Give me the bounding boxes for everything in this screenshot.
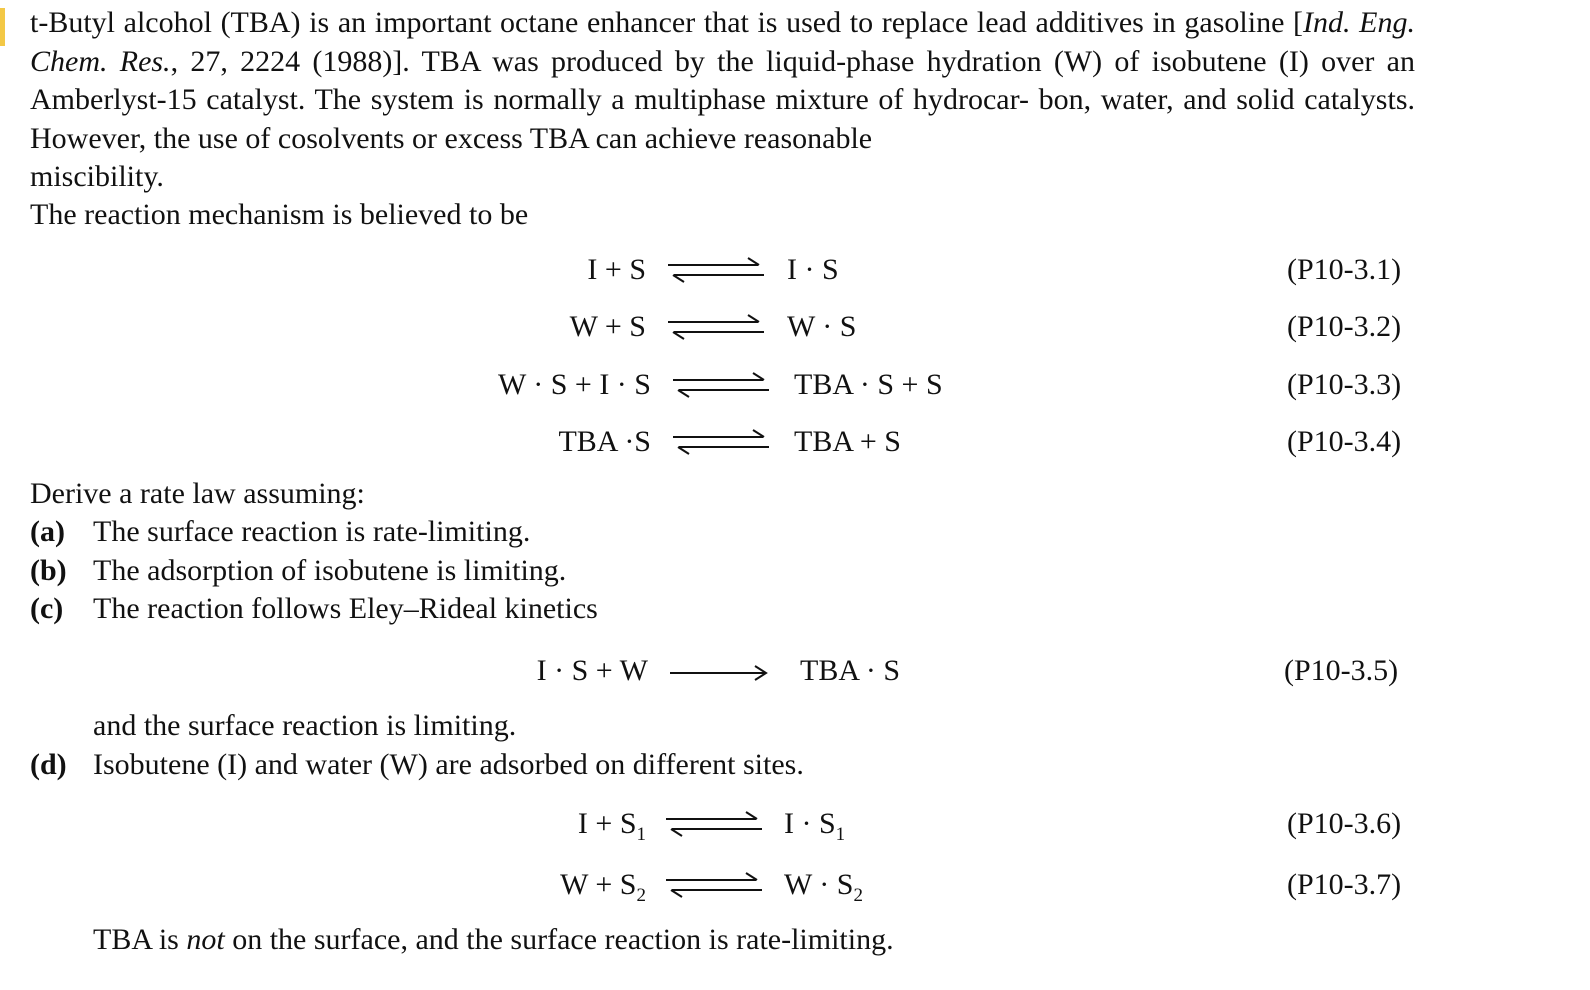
mechanism-intro: The reaction mechanism is believed to be: [30, 198, 529, 231]
equilibrium-arrow-icon: [664, 870, 764, 900]
eley-followup: and the surface reaction is limiting.: [93, 709, 517, 742]
item-label: (c): [30, 592, 64, 625]
closing-text-end: on the surface, and the surface reaction is rate-limiting.: [224, 923, 894, 956]
equation-right-side: [784, 866, 863, 904]
item-d: [30, 746, 804, 784]
derive-prompt: Derive a rate law assuming:: [30, 477, 365, 510]
closing-sentence: [93, 921, 894, 959]
item-b: [30, 552, 566, 590]
equation-left-side: [578, 805, 646, 843]
equilibrium-arrow-icon: [671, 427, 771, 457]
item-text: The reaction follows Eley–Rideal kinetics: [93, 592, 598, 625]
equation-right-side: TBA · S + S: [794, 368, 943, 401]
equation-right-side: TBA + S: [794, 425, 901, 458]
item-text: The surface reaction is rate-limiting.: [93, 515, 531, 548]
species-label: I · S: [784, 807, 836, 840]
intro-text-start: t-Butyl alcohol (TBA) is an important octane enhancer that is used to replace lead additives in gasoline [: [30, 6, 1304, 39]
equation-number: (P10-3.3): [1287, 368, 1402, 401]
item-label: (d): [30, 748, 67, 781]
equilibrium-arrow-icon: [666, 255, 766, 285]
intro-text-rest: , 27, 2224 (1988)]. TBA was produced by the liquid-phase hydration (W) of isobutene (I) over an Amberlyst-15 catalyst. The system is normally a multiphase mixture of hydrocar- bon, water, and solid catalysts. However, the use of cosolvents or excess TBA can achieve reasonable: [30, 44, 1415, 155]
equation-left-side: I · S + W: [536, 654, 648, 687]
closing-text-start: TBA is: [93, 923, 187, 956]
equation-number: (P10-3.1): [1287, 253, 1402, 286]
species-label: W · S: [784, 868, 854, 901]
equation-left-side: [560, 866, 646, 904]
equation-number: (P10-3.2): [1287, 310, 1402, 343]
intro-last-line: miscibility.: [30, 160, 164, 194]
equation-right-side: TBA · S: [800, 654, 901, 687]
species-label: I + S: [577, 807, 637, 840]
equation-right-side: I · S: [787, 253, 839, 286]
equilibrium-arrow-icon: [666, 312, 766, 342]
equation-number: (P10-3.7): [1287, 868, 1402, 901]
equation-right-side: [784, 805, 845, 843]
item-c: [30, 590, 598, 628]
forward-arrow-icon: [668, 658, 768, 688]
equilibrium-arrow-icon: [671, 370, 771, 400]
site-subscript: 2: [636, 885, 646, 906]
site-subscript: 1: [636, 824, 646, 845]
site-subscript: 1: [835, 824, 846, 845]
item-label: (a): [30, 515, 65, 548]
margin-change-bar: [0, 8, 5, 46]
item-text: The adsorption of isobutene is limiting.: [93, 554, 567, 587]
equilibrium-arrow-icon: [664, 809, 764, 839]
equation-number: (P10-3.6): [1287, 807, 1402, 840]
equation-number: (P10-3.5): [1284, 654, 1399, 687]
equation-left-side: I + S: [587, 253, 646, 286]
equation-number: (P10-3.4): [1287, 425, 1402, 458]
intro-paragraph: [30, 4, 1415, 197]
emphasis-not: not: [186, 923, 225, 956]
equation-right-side: W · S: [787, 310, 857, 343]
item-label: (b): [30, 554, 67, 587]
journal-citation: Ind. Eng. Chem. Res.: [30, 6, 1415, 78]
species-label: W + S: [560, 868, 637, 901]
equation-left-side: W + S: [569, 310, 646, 343]
equation-left-side: W · S + I · S: [497, 368, 651, 401]
item-a: [30, 513, 530, 551]
site-subscript: 2: [853, 885, 863, 906]
equation-left-side: TBA ·S: [558, 425, 651, 458]
item-text: Isobutene (I) and water (W) are adsorbed on different sites.: [93, 748, 804, 781]
